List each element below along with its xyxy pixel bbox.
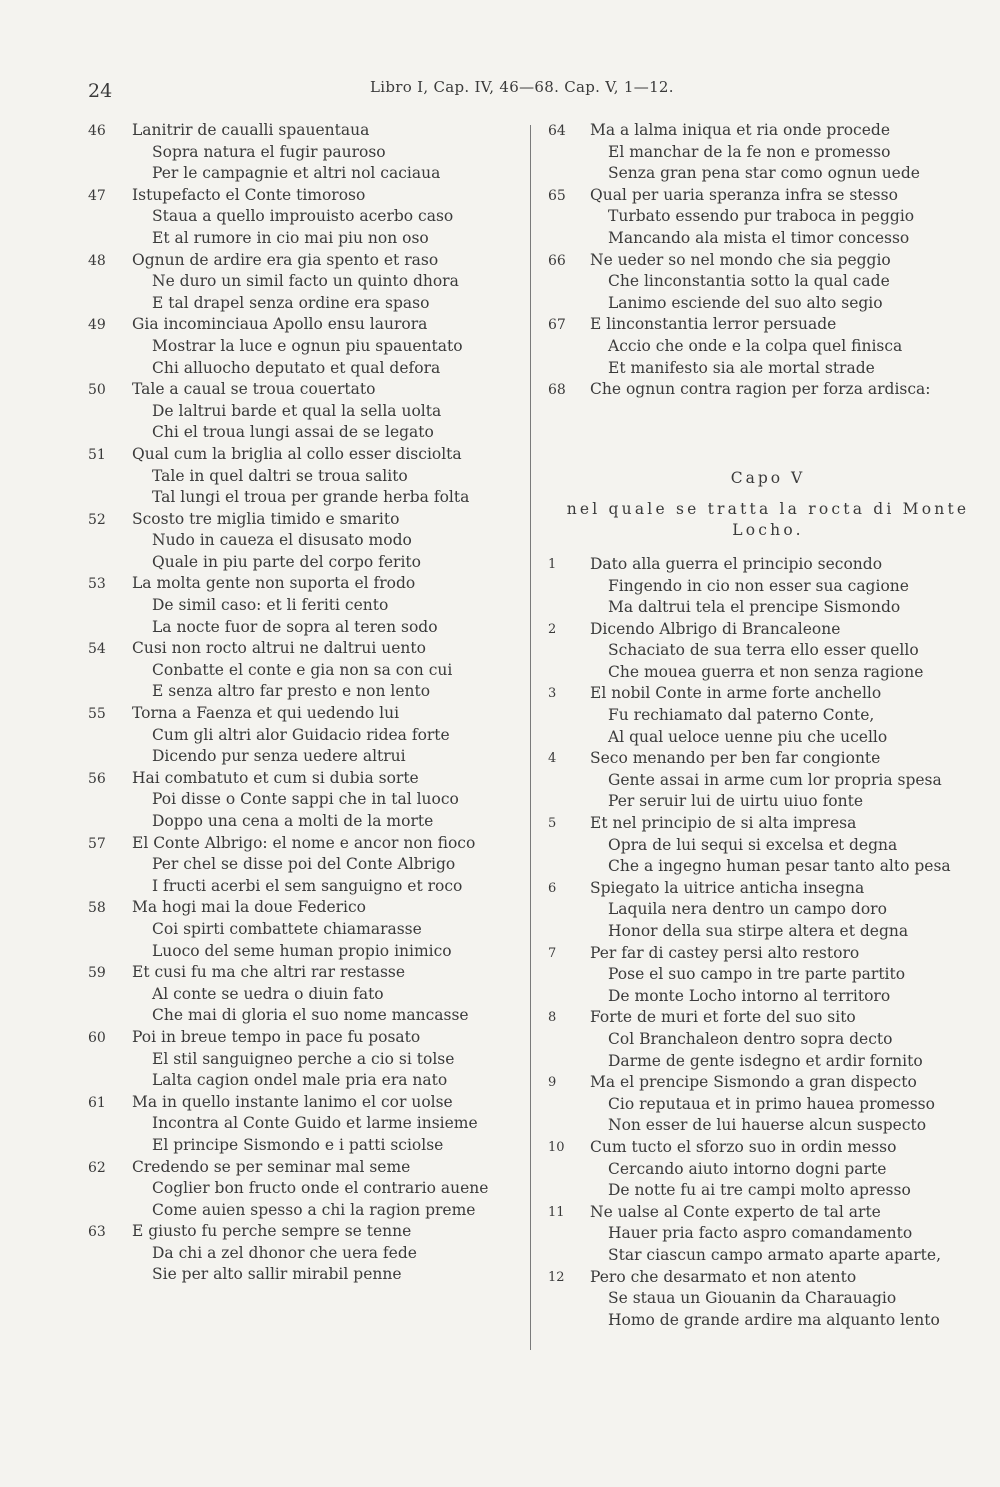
verse-line: Opra de lui sequi si excelsa et degna — [608, 835, 898, 854]
stanza — [88, 185, 518, 250]
verse-line: Ne ueder so nel mondo che sia peggio — [590, 250, 891, 269]
verse-line: Cum tucto el sforzo suo in ordin messo — [590, 1137, 897, 1156]
verse-line: El nobil Conte in arme forte anchello — [590, 684, 882, 703]
verse-line: Cum gli altri alor Guidacio ridea forte — [152, 725, 450, 744]
verse-line: Tale in quel daltri se troua salito — [152, 466, 408, 485]
verse-line: Fingendo in cio non esser sua cagione — [608, 576, 909, 595]
stanza — [88, 962, 518, 1027]
stanza-number: 4 — [548, 751, 557, 767]
verse-line: Star ciascun campo armato aparte aparte, — [608, 1245, 941, 1264]
stanza — [88, 833, 518, 898]
stanza-number: 47 — [88, 187, 106, 204]
verse-line: Mancando ala mista el timor concesso — [608, 228, 910, 247]
verse-line: Schaciato de sua terra ello esser quello — [608, 641, 919, 660]
stanza — [88, 509, 518, 574]
stanza — [88, 444, 518, 509]
stanza — [88, 573, 518, 638]
verse-line: Turbato essendo pur traboca in peggio — [608, 207, 915, 226]
verse-line: Lanitrir de caualli spauentaua — [132, 121, 370, 139]
verse-line: Che ognun contra ragion per forza ardisca: — [590, 380, 931, 399]
verse-line: Come auien spesso a chi la ragion preme — [152, 1200, 476, 1219]
verse-line: La nocte fuor de sopra al teren sodo — [152, 617, 438, 636]
verse-line: Col Branchaleon dentro sopra decto — [608, 1029, 893, 1048]
stanza-number: 10 — [548, 1139, 565, 1155]
stanza-number: 51 — [88, 446, 106, 463]
stanza — [88, 314, 518, 379]
verse-line: Scosto tre miglia timido e smarito — [132, 509, 400, 528]
verse-line: Et al rumore in cio mai piu non oso — [152, 228, 429, 247]
verse-line: Conbatte el conte e gia non sa con cui — [152, 660, 453, 679]
verse-line: Che mouea guerra et non senza ragione — [608, 662, 924, 681]
right-column — [548, 120, 988, 1331]
stanza-number: 67 — [548, 317, 566, 334]
stanza — [88, 768, 518, 833]
verse-line: De notte fu ai tre campi molto apresso — [608, 1181, 911, 1200]
stanza-number: 9 — [548, 1075, 557, 1091]
verse-line: Ma in quello instante lanimo el cor uolse — [132, 1092, 453, 1111]
chapter-stanzas — [548, 554, 988, 1331]
verse-line: Hai combatuto et cum si dubia sorte — [132, 768, 419, 787]
stanza — [88, 250, 518, 315]
stanza-number: 5 — [548, 816, 557, 832]
verse-line: El principe Sismondo e i patti sciolse — [152, 1135, 444, 1154]
verse-line: Qual per uaria speranza infra se stesso — [590, 185, 898, 204]
verse-line: Sopra natura el fugir pauroso — [152, 142, 386, 161]
verse-line: Homo de grande ardire ma alquanto lento — [608, 1310, 940, 1329]
chapter-subtitle-line-1: nel quale se tratta la rocta di Monte — [566, 499, 970, 518]
stanza-number: 50 — [88, 382, 106, 399]
stanza — [548, 878, 988, 943]
stanza — [548, 943, 988, 1008]
stanza-number: 8 — [548, 1010, 557, 1026]
chapter-subtitle — [548, 499, 988, 542]
verse-line: Per far di castey persi alto restoro — [590, 943, 860, 962]
verse-line: Lanimo esciende del suo alto segio — [608, 293, 883, 312]
stanza — [88, 703, 518, 768]
stanza — [548, 1072, 988, 1137]
verse-line: Ognun de ardire era gia spento et raso — [132, 250, 439, 269]
stanza — [548, 813, 988, 878]
verse-line: Staua a quello improuisto acerbo caso — [152, 207, 454, 226]
stanza — [548, 1007, 988, 1072]
stanza-number: 52 — [88, 511, 106, 528]
stanza — [88, 1157, 518, 1222]
stanza — [88, 1027, 518, 1092]
verse-line: El Conte Albrigo: el nome e ancor non fioco — [132, 833, 476, 852]
verse-line: Istupefacto el Conte timoroso — [132, 185, 366, 204]
verse-line: Qual cum la briglia al collo esser disciolta — [132, 444, 462, 463]
left-column — [88, 120, 518, 1286]
stanza-number: 61 — [88, 1094, 106, 1111]
verse-line: Et nel principio de si alta impresa — [590, 814, 857, 833]
stanza-number: 54 — [88, 641, 106, 658]
verse-line: Al qual ueloce uenne piu che ucello — [608, 727, 888, 746]
verse-line: De laltrui barde et qual la sella uolta — [152, 401, 442, 420]
verse-line: Dato alla guerra el principio secondo — [590, 554, 883, 573]
verse-line: Per chel se disse poi del Conte Albrigo — [152, 855, 456, 874]
stanza-number: 64 — [548, 123, 566, 139]
chapter-subtitle-line-2: Locho. — [732, 521, 804, 540]
verse-line: Cusi non rocto altrui ne daltrui uento — [132, 639, 426, 658]
stanza — [548, 379, 988, 401]
verse-line: Pose el suo campo in tre parte partito — [608, 965, 906, 984]
verse-line: Sie per alto sallir mirabil penne — [152, 1265, 402, 1284]
verse-line: E tal drapel senza ordine era spaso — [152, 293, 430, 312]
verse-line: Hauer pria facto aspro comandamento — [608, 1224, 913, 1243]
verse-line: Ma hogi mai la doue Federico — [132, 898, 366, 917]
verse-line: Seco menando per ben far congionte — [590, 749, 881, 768]
verse-line: Ma a lalma iniqua et ria onde procede — [590, 121, 891, 139]
verse-line: El stil sanguigneo perche a cio si tolse — [152, 1049, 455, 1068]
right-stanzas — [548, 120, 988, 401]
stanza — [548, 1267, 988, 1332]
verse-line: Ma el prencipe Sismondo a gran dispecto — [590, 1073, 917, 1092]
stanza-number: 66 — [548, 252, 566, 269]
stanza-number: 65 — [548, 187, 566, 204]
verse-line: Poi disse o Conte sappi che in tal luoco — [152, 790, 459, 809]
stanza — [548, 619, 988, 684]
verse-line: Ne ualse al Conte experto de tal arte — [590, 1202, 881, 1221]
verse-line: Al conte se uedra o diuin fato — [152, 984, 384, 1003]
stanza — [548, 1202, 988, 1267]
stanza-number: 11 — [548, 1204, 565, 1220]
stanza — [548, 683, 988, 748]
verse-line: De simil caso: et li feriti cento — [152, 596, 389, 615]
verse-line: Quale in piu parte del corpo ferito — [152, 552, 421, 571]
stanza-number: 3 — [548, 686, 557, 702]
verse-line: Tale a caual se troua couertato — [132, 380, 376, 399]
verse-line: Credendo se per seminar mal seme — [132, 1157, 411, 1176]
verse-line: Coi spirti combattete chiamarasse — [152, 919, 422, 938]
verse-line: Torna a Faenza et qui uedendo lui — [132, 704, 400, 723]
stanza-number: 46 — [88, 123, 106, 139]
verse-line: E giusto fu perche sempre se tenne — [132, 1222, 412, 1241]
verse-line: Honor della sua stirpe altera et degna — [608, 922, 909, 940]
verse-line: Ma daltrui tela el prencipe Sismondo — [608, 598, 901, 617]
stanza-number: 1 — [548, 556, 557, 572]
verse-line: Poi in breue tempo in pace fu posato — [132, 1027, 421, 1046]
verse-line: Laquila nera dentro un campo doro — [608, 900, 887, 919]
verse-line: Chi alluocho deputato et qual defora — [152, 358, 441, 377]
verse-line: Doppo una cena a molti de la morte — [152, 812, 434, 830]
running-head: Libro I, Cap. IV, 46—68. Cap. V, 1—12. — [370, 78, 674, 96]
verse-line: Darme de gente isdegno et ardir fornito — [608, 1051, 923, 1070]
stanza — [548, 314, 988, 379]
column-divider — [530, 125, 531, 1350]
verse-line: El manchar de la fe non e promesso — [608, 142, 891, 161]
stanza — [88, 1221, 518, 1286]
verse-line: Fu rechiamato dal paterno Conte, — [608, 706, 875, 725]
stanza — [548, 554, 988, 619]
verse-line: Accio che onde e la colpa quel finisca — [608, 336, 903, 355]
chapter-title: Capo V — [730, 468, 806, 487]
stanza — [548, 185, 988, 250]
stanza — [88, 897, 518, 962]
stanza-number: 68 — [548, 382, 566, 399]
verse-line: Nudo in caueza el disusato modo — [152, 531, 412, 550]
stanza-number: 60 — [88, 1029, 106, 1046]
verse-line: E senza altro far presto e non lento — [152, 682, 431, 701]
verse-line: Coglier bon fructo onde el contrario auene — [152, 1179, 489, 1198]
page-number: 24 — [88, 80, 113, 102]
verse-line: Dicendo pur senza uedere altrui — [152, 747, 406, 766]
stanza-number: 59 — [88, 965, 106, 982]
verse-line: Gia incominciaua Apollo ensu laurora — [132, 315, 428, 334]
stanza-number: 55 — [88, 706, 106, 723]
stanza-number: 62 — [88, 1159, 106, 1176]
verse-line: Che a ingegno human pesar tanto alto pesa — [608, 857, 951, 876]
stanza — [88, 638, 518, 703]
verse-line: La molta gente non suporta el frodo — [132, 574, 416, 593]
stanza — [88, 379, 518, 444]
verse-line: Che mai di gloria el suo nome mancasse — [152, 1006, 469, 1025]
stanza — [88, 120, 518, 185]
verse-line: Chi el troua lungi assai de se legato — [152, 423, 434, 442]
stanza — [548, 748, 988, 813]
verse-line: Per seruir lui de uirtu uiuo fonte — [608, 792, 864, 811]
verse-line: Non esser de lui hauerse alcun suspecto — [608, 1116, 927, 1135]
stanza-number: 48 — [88, 252, 106, 269]
verse-line: Forte de muri et forte del suo sito — [590, 1008, 856, 1027]
verse-line: Dicendo Albrigo di Brancaleone — [590, 619, 841, 638]
stanza — [88, 1092, 518, 1157]
stanza-number: 56 — [88, 770, 106, 787]
verse-line: Incontra al Conte Guido et larme insieme — [152, 1114, 478, 1133]
stanza-number: 7 — [548, 945, 557, 961]
verse-line: Spiegato la uitrice anticha insegna — [590, 878, 865, 897]
stanza-number: 49 — [88, 317, 106, 334]
stanza-number: 2 — [548, 621, 557, 637]
verse-line: Ne duro un simil facto un quinto dhora — [152, 272, 459, 291]
verse-line: Cercando aiuto intorno dogni parte — [608, 1159, 887, 1178]
stanza — [548, 120, 988, 185]
verse-line: Pero che desarmato et non atento — [590, 1267, 857, 1286]
verse-line: Se staua un Giouanin da Charauagio — [608, 1289, 897, 1308]
verse-line: Che linconstantia sotto la qual cade — [608, 272, 890, 291]
stanza-number: 53 — [88, 576, 106, 593]
stanza-number: 58 — [88, 900, 106, 917]
verse-line: Gente assai in arme cum lor propria spesa — [608, 770, 942, 789]
stanza-number: 6 — [548, 880, 557, 896]
stanza-number: 63 — [88, 1224, 106, 1241]
stanza-number: 57 — [88, 835, 106, 852]
verse-line: De monte Locho intorno al territoro — [608, 986, 891, 1005]
verse-line: Luoco del seme human propio inimico — [152, 941, 452, 960]
verse-line: Da chi a zel dhonor che uera fede — [152, 1243, 417, 1262]
verse-line: Per le campagnie et altri nol caciaua — [152, 164, 441, 183]
verse-line: Et cusi fu ma che altri rar restasse — [132, 963, 406, 982]
verse-line: Lalta cagion ondel male pria era nato — [152, 1071, 448, 1090]
stanza-number: 12 — [548, 1269, 565, 1285]
verse-line: E linconstantia lerror persuade — [590, 315, 837, 334]
verse-line: Tal lungi el troua per grande herba folta — [152, 488, 470, 507]
stanza — [548, 1137, 988, 1202]
verse-line: I fructi acerbi el sem sanguigno et roco — [152, 876, 463, 895]
verse-line: Mostrar la luce e ognun piu spauentato — [152, 336, 463, 355]
verse-line: Cio reputaua et in primo hauea promesso — [608, 1094, 935, 1113]
stanza — [548, 250, 988, 315]
verse-line: Et manifesto sia ale mortal strade — [608, 358, 875, 377]
verse-line: Senza gran pena star como ognun uede — [608, 164, 920, 183]
